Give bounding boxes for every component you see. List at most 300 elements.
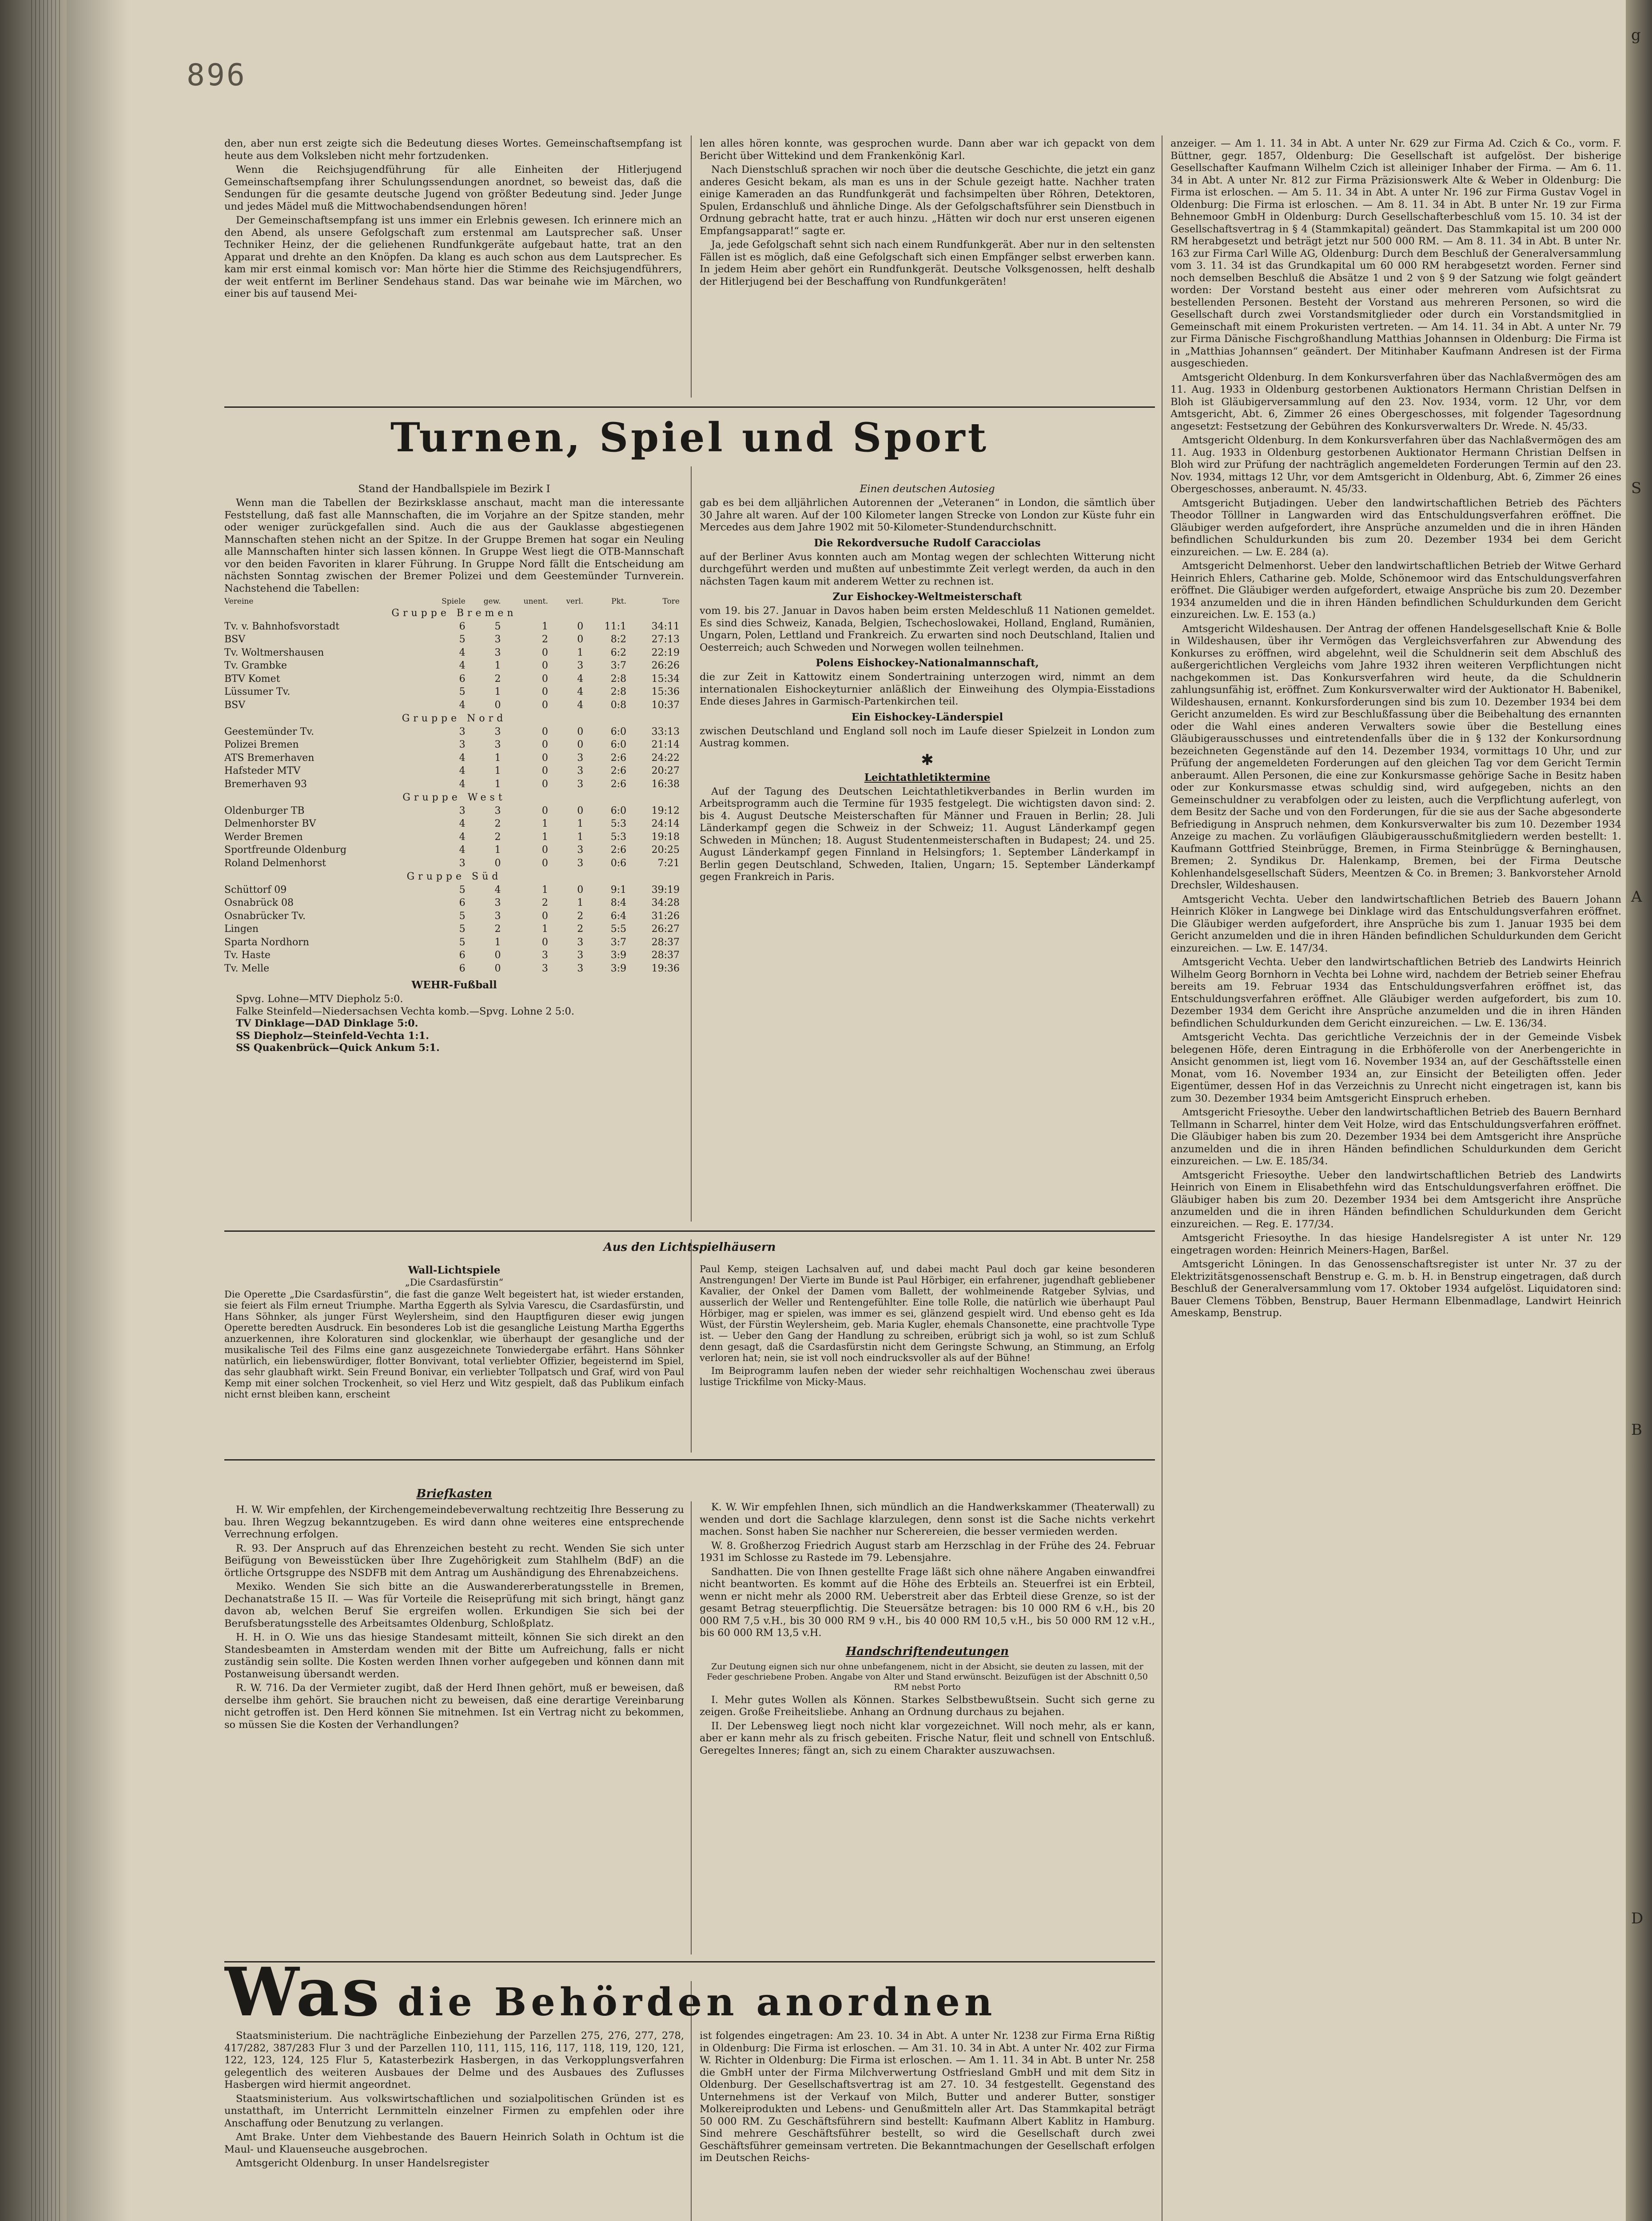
stat-cell: 0 xyxy=(494,950,501,961)
stat-cell: 6 xyxy=(459,673,466,685)
stat-cell: 3 xyxy=(494,910,501,922)
stat-cell: 0 xyxy=(577,726,584,737)
stat-cell: 3 xyxy=(577,778,584,790)
table-row xyxy=(224,738,684,752)
table-row xyxy=(224,620,684,633)
group-heading: Gruppe Nord xyxy=(402,713,507,724)
official-notices-column xyxy=(1170,138,1621,2221)
result-line: TV Dinklage—DAD Dinklage 5:0. xyxy=(236,1018,418,1029)
table-row xyxy=(224,857,684,870)
group-heading-row xyxy=(224,870,684,884)
stat-cell: 4 xyxy=(577,686,584,697)
stat-cell: 4 xyxy=(459,778,466,790)
column-rule xyxy=(691,1981,692,2221)
authorities-left xyxy=(224,2030,684,2221)
stat-cell: 1 xyxy=(494,936,501,948)
stat-cell: 3 xyxy=(459,805,466,816)
stat-cell: 3 xyxy=(494,739,501,750)
stat-cell: 3:9 xyxy=(610,963,627,974)
stat-cell: 0 xyxy=(541,936,548,948)
stat-cell: 5 xyxy=(459,910,466,922)
stat-cell: 0 xyxy=(494,857,501,869)
stat-cell: 2:8 xyxy=(610,686,627,697)
stat-cell: 3 xyxy=(577,660,584,671)
team-name: Sportfreunde Oldenburg xyxy=(224,844,347,856)
team-name: Tv. Woltmershausen xyxy=(224,647,324,658)
stat-cell: 19:18 xyxy=(651,831,680,843)
asterisk-divider: ✱ xyxy=(921,751,934,769)
film-title: Aus den Lichtspielhäusern xyxy=(603,1241,776,1254)
stat-cell: 0 xyxy=(577,634,584,645)
notice: Amtsgericht Vechta. Ueber den landwirtschaftlichen Betrieb des Landwirts Heinrich Wilhelm Georg Bornhorn in Vechta bei Lohne wird, nachdem der Betrieb seiner Ehefrau bereits am 19. Februar 1934 das Entschuldungsverfahren eröffnet ist, das Entschuldungsverfahren eröffnet. Alle Gläubiger werden aufgefordert, bis zum 10. Dezember 1934 dem Gericht ihre Ansprüche anzumelden und die in ihren Händen befindlichen Schuldurkunden dem Gericht einzureichen. — Lw. E. 136/34. xyxy=(1170,956,1621,1029)
stat-cell: 5 xyxy=(459,634,466,645)
table-row xyxy=(224,673,684,686)
header-cell: Pkt. xyxy=(611,597,627,606)
stat-cell: 2:6 xyxy=(610,778,627,790)
team-name: Tv. Haste xyxy=(224,950,271,961)
stat-cell: 22:19 xyxy=(651,647,680,658)
notice: anzeiger. — Am 1. 11. 34 in Abt. A unter Nr. 629 zur Firma Ad. Czich & Co., vorm. F. Büttner, gegr. 1857, Oldenburg: Die Gesellschaft ist aufgelöst. Der bisherige Gesellschafter Kaufmann Wilhelm Czich ist alleiniger Inhaber der Firma. — Am 6. 11. 34 in Abt. A unter Nr. 812 zur Firma Präzisionswerk Alte & Weber in Oldenburg: Die Firma ist erloschen. — Am 5. 11. 34 in Abt. A unter Nr. 196 zur Firma Gustav Vogel in Oldenburg: Die Firma ist erloschen. — Am 8. 11. 34 in Abt. B unter Nr. 19 zur Firma Behnemoor GmbH in Oldenburg: Durch Gesellschafterbeschluß vom 15. 10. 34 ist der Gesellschaftsvertrag in § 4 (Stammkapital) geändert. Das Stammkapital ist um 200 000 RM herabgesetzt und beträgt jetzt nur 500 000 RM. — Am 8. 11. 34 in Abt. B unter Nr. 163 zur Firma Carl Wille AG, Oldenburg: Durch dem Beschluß der Generalversammlung vom 3. 11. 34 ist das Grundkapital um 60 000 RM herabgesetzt worden. Ferner sind noch demselben Beschluß die Absätze 1 und 2 von § 9 der Satzung wie folgt geändert worden: Der Vorstand besteht aus einer oder mehreren vom Aufsichtsrat zu bestellenden Personen. Besteht der Vorstand aus mehreren Personen, so wird die Gesellschaft durch zwei Vorstandsmitglieder oder durch ein Vorstandsmitglied in Gemeinschaft mit einem Prokuristen vertreten. — Am 14. 11. 34 in Abt. A unter Nr. 79 zur Firma Dänische Fischgroßhandlung Matthias Johannsen in Oldenburg: Die Firma ist in „Matthias Johannsen“ geändert. Der Mitinhaber Kaufmann Andresen ist der Firma ausgeschieden. xyxy=(1170,138,1621,369)
group-heading: Gruppe Süd xyxy=(406,871,502,882)
column-rule xyxy=(691,1239,692,1453)
paragraph: den, aber nun erst zeigte sich die Bedeutung dieses Wortes. Gemeinschaftsempfang ist heute aus dem Volksleben nicht mehr fortzudenken. xyxy=(224,138,682,162)
stat-cell: 4 xyxy=(577,673,584,685)
table-row xyxy=(224,896,684,910)
table-row xyxy=(224,817,684,831)
stat-cell: 0 xyxy=(541,647,548,658)
news-text: Auf der Tagung des Deutschen Leichtathletikverbandes in Berlin wurden im Arbeitsprogramm auch die Termine für 1935 festgelegt. Die wichtigsten davon sind: 2. bis 4. August Deutsche Meisterschaften für Männer und Frauen in Berlin; 28. Juli Länderkampf gegen die Schweiz in der Schweiz; 11. August Länderkampf gegen Schweden in München; 18. August Studentenmeisterschaften in Budapest; 24. und 25. August Länderkampf gegen Finnland in Helsingfors; 1. September Länderkampf in Berlin gegen Deutschland, Schweden, Italien, Ungarn; 15. September Länderkampf gegen Frankreich in Paris. xyxy=(700,785,1155,883)
stat-cell: 5:3 xyxy=(610,818,627,829)
standings-table xyxy=(224,597,684,975)
table-row xyxy=(224,659,684,673)
stat-cell: 3 xyxy=(541,963,548,974)
notice: Amt Brake. Unter dem Viehbestande des Bauern Heinrich Solath in Ochtum ist die Maul- und Klauenseuche ausgebrochen. xyxy=(224,2131,684,2155)
page-number: 896 xyxy=(187,58,247,93)
stat-cell: 5 xyxy=(459,686,466,697)
table-row xyxy=(224,633,684,646)
letters-left xyxy=(224,1484,684,1954)
authorities-header xyxy=(224,1963,1155,2017)
table-row xyxy=(224,646,684,660)
team-name: Delmenhorster BV xyxy=(224,818,316,829)
letters-right xyxy=(700,1501,1155,1954)
stat-cell: 1 xyxy=(494,686,501,697)
stat-cell: 2:6 xyxy=(610,765,627,776)
stat-cell: 0 xyxy=(541,752,548,764)
team-name: Hafsteder MTV xyxy=(224,765,301,776)
paragraph: Ja, jede Gefolgschaft sehnt sich nach einem Rundfunkgerät. Aber nur in den seltensten Fällen ist es möglich, daß eine Gefolgschaft sich einen Empfänger selbst erwerben kann. In jedem Heim aber gehört ein Rundfunkgerät. Deutsche Volksgenossen, helft deshalb der Hitlerjugend bei der Beschaffung von Rundfunkgeräten! xyxy=(700,239,1155,287)
paragraph: len alles hören konnte, was gesprochen wurde. Dann aber war ich gepackt von dem Bericht über Wittekind und dem Frankenkönig Karl. xyxy=(700,138,1155,162)
article-radio-right xyxy=(700,138,1155,395)
stat-cell: 9:1 xyxy=(610,884,627,896)
notice: Amtsgericht Friesoythe. Ueber den landwirtschaftlichen Betrieb des Landwirts Heinrich von Einem in Elisabethfehn wird das Entschuldungsverfahren eröffnet. Die Gläubiger haben bis zum 20. Dezember 1934 bei dem Amtsgericht ihre Ansprüche anzumelden und die in ihren Händen befindlichen Schuldurkunden dem Gericht einzureichen. — Reg. E. 177/34. xyxy=(1170,1169,1621,1230)
stat-cell: 28:37 xyxy=(651,950,680,961)
header-cell: gew. xyxy=(483,597,501,606)
header-cell: unent. xyxy=(523,597,548,606)
section-rule xyxy=(224,1961,1155,1962)
news-text: gab es bei dem alljährlichen Autorennen der „Veteranen“ in London, die sämtlich über 30 Jahre alt waren. Auf der 100 Kilometer langen Strecke von London zur Küste fuhr ein Mercedes aus dem Jahre 1902 mit 50-Kilometer-Stundendurchschnitt. xyxy=(700,497,1155,533)
stat-cell: 4 xyxy=(459,752,466,764)
notice: Amtsgericht Butjadingen. Ueber den landwirtschaftlichen Betrieb des Pächters Theodor Tölllner in Langwarden wird das Entschuldungsverfahren eröffnet. Die Gläubiger werden aufgefordert, ihre Ansprüche anzumelden und die in ihren Händen befindlichen Schuldurkunden bis zum 20. Dezember 1934 bei dem Gericht einzureichen. — Lw. E. 284 (a). xyxy=(1170,497,1621,558)
stat-cell: 24:22 xyxy=(651,752,680,764)
stat-cell: 1 xyxy=(494,844,501,856)
sport-title: Turnen, Spiel und Sport xyxy=(390,415,989,461)
stat-cell: 26:27 xyxy=(651,923,680,935)
notice: Amtsgericht Löningen. In das Genossenschaftsregister ist unter Nr. 37 zu der Elektrizitätsgenossenschaft Benstrup e. G. m. b. H. in Benstrup eingetragen, daß durch Beschluß der Generalversammlung vom 17. Oktober 1934 aufgelöst. Liquidatoren sind: Bauer Clemens Többen, Benstrup, Bauer Hermann Elbenmadlage, Landwirt Heinrich Ameskamp, Benstrup. xyxy=(1170,1258,1621,1319)
stat-cell: 2 xyxy=(494,673,501,685)
film-name: „Die Csardasfürstin“ xyxy=(405,1277,504,1288)
group-heading: Gruppe Bremen xyxy=(391,608,517,619)
stat-cell: 26:26 xyxy=(651,660,680,671)
stat-cell: 20:25 xyxy=(651,844,680,856)
supporting-program: Im Beiprogramm laufen neben der wieder sehr reichhaltigen Wochenschau zwei überaus lustige Trickfilme von Micky-Maus. xyxy=(700,1365,1155,1387)
team-name: Osnabrück 08 xyxy=(224,897,294,908)
team-name: Bremerhaven 93 xyxy=(224,778,307,790)
stat-cell: 8:4 xyxy=(610,897,627,908)
stat-cell: 0 xyxy=(541,660,548,671)
stat-cell: 4 xyxy=(459,818,466,829)
handball-heading: Stand der Handballspiele im Bezirk I xyxy=(358,483,550,495)
stat-cell: 3 xyxy=(459,857,466,869)
stat-cell: 1 xyxy=(577,818,584,829)
notice: Staatsministerium. Die nachträgliche Einbeziehung der Parzellen 275, 276, 277, 278, 417/282, 387/283 Flur 3 und der Parzellen 110, 111, 115, 116, 117, 118, 119, 120, 121, 122, 123, 124, 125 Flur 5, Katasterbezirk Hasbergen, in das Verkopplungsverfahren gelegentlich des weiteren Ausbaues der Delme und des Ausbaues des Zuflusses Hasbergen wird hiermit angeordnet. xyxy=(224,2030,684,2090)
stat-cell: 8:2 xyxy=(610,634,627,645)
column-rule xyxy=(691,135,692,398)
stat-cell: 3 xyxy=(577,936,584,948)
gutter-shadow xyxy=(67,0,129,2221)
team-name: BSV xyxy=(224,634,246,645)
notice: Amtsgericht Oldenburg. In dem Konkursverfahren über das Nachlaßvermögen des am 11. Aug. 1933 in Oldenburg gestorbenen Auktionator Hermann Christian Delfsen in Bloh wird zur Prüfung der nachträglich angemeldeten Forderungen Termin auf den 23. Nov. 1934, mittags 12 Uhr, vor dem Amtsgericht in Oldenburg, Abt. 6, Zimmer 26 eines Obergeschosses, anberaumt. N. 45/33. xyxy=(1170,434,1621,495)
film-right xyxy=(700,1264,1155,1450)
authorities-middle xyxy=(700,2030,1155,2221)
stat-cell: 5:5 xyxy=(610,923,627,935)
stat-cell: 6 xyxy=(459,963,466,974)
standings-body xyxy=(224,606,684,975)
stat-cell: 4 xyxy=(459,699,466,711)
paragraph: Wenn die Reichsjugendführung für alle Einheiten der Hitlerjugend Gemeinschaftsempfang ihrer Schulungssendungen anordnet, so beweist das, daß die Sendungen für die gesamte deutsche Jugend von größter Bedeutung sind. Jeder Junge und jedes Mädel muß die Mittwochabendsendungen hören! xyxy=(224,164,682,212)
stat-cell: 1 xyxy=(577,647,584,658)
stat-cell: 0 xyxy=(541,857,548,869)
team-name: BSV xyxy=(224,699,246,711)
stat-cell: 2 xyxy=(541,897,548,908)
stat-cell: 39:19 xyxy=(651,884,680,896)
notice: Amtsgericht Oldenburg. In dem Konkursverfahren über das Nachlaßvermögen des am 11. Aug. 1933 in Oldenburg gestorbenen Auktionators Hermann Christian Delfsen in Bloh ist Gläubigerversammlung auf den 23. Nov. 1934, vorm. 12 Uhr, vor dem Amtsgericht, Abt. 6, Zimmer 26 eines Obergeschosses, mit folgender Tagesordnung angesetzt: Festsetzung der Gebühren des Konkursverwalters Dr. Wrede. N. 45/33. xyxy=(1170,371,1621,432)
stat-cell: 0 xyxy=(494,699,501,711)
stat-cell: 6:0 xyxy=(610,726,627,737)
stat-cell: 0 xyxy=(541,739,548,750)
news-heading: Leichtathletiktermine xyxy=(864,771,991,784)
stat-cell: 28:37 xyxy=(651,936,680,948)
stat-cell: 1 xyxy=(494,778,501,790)
table-row xyxy=(224,778,684,791)
stat-cell: 2 xyxy=(494,818,501,829)
letter-answer: K. W. Wir empfehlen Ihnen, sich mündlich an die Handwerkskammer (Theaterwall) zu wenden und dort die Sachlage klarzulegen, denn sonst ist die Sache nichts verkehrt machen. Sonst haben Sie nachher nur Scherereien, die besser vermieden werden. xyxy=(700,1501,1155,1537)
stat-cell: 3 xyxy=(577,950,584,961)
stat-cell: 19:36 xyxy=(651,963,680,974)
team-name: BTV Komet xyxy=(224,673,280,685)
notice: Amtsgericht Friesoythe. Ueber den landwirtschaftlichen Betrieb des Bauern Bernhard Tellmann in Scharrel, hinter dem Veit Holze, wird das Entschuldungsverfahren eröffnet. Die Gläubiger haben bis zum 20. Dezember 1934 bei dem Amtsgericht ihre Ansprüche anzumelden und die in ihren Händen befindlichen Schuldurkunden dem Gericht einzureichen. — Lw. E. 185/34. xyxy=(1170,1107,1621,1167)
page-edges xyxy=(31,0,62,2221)
result-line: Spvg. Lohne—MTV Diepholz 5:0. xyxy=(236,993,403,1005)
stat-cell: 7:21 xyxy=(657,857,680,869)
team-name: Tv. Grambke xyxy=(224,660,287,671)
stat-cell: 4 xyxy=(459,831,466,843)
table-row xyxy=(224,804,684,818)
table-row xyxy=(224,936,684,949)
stat-cell: 4 xyxy=(459,647,466,658)
edge-letter: A xyxy=(1631,888,1642,906)
handball-intro: Wenn man die Tabellen der Bezirksklasse anschaut, macht man die interessante Feststellung, daß fast alle Mannschaften, die im Vorjahre an der Spitze standen, mehr oder weniger zurückgefallen sind. Auch die aus der Gauklasse abgestiegenen Mannschaften stehen nicht an der Spitze. In der Gruppe Bremen hat sogar ein Neuling alle Mannschaften hinter sich lassen können. In Gruppe West liegt die OTB-Mannschaft vor den beiden Favoriten in klarer Führung. In Gruppe Nord fällt die Entscheidung am nächsten Sonntag zwischen der Bremer Polizei und dem Geestemünder Turnverein. Nachstehend die Tabellen: xyxy=(224,497,684,594)
table-row xyxy=(224,884,684,897)
stat-cell: 6:4 xyxy=(610,910,627,922)
news-heading: Einen deutschen Autosieg xyxy=(860,483,995,495)
stat-cell: 6 xyxy=(459,950,466,961)
stat-cell: 4 xyxy=(494,884,501,896)
stat-cell: 27:13 xyxy=(651,634,680,645)
stat-cell: 0 xyxy=(541,686,548,697)
table-row xyxy=(224,764,684,778)
team-name: Osnabrücker Tv. xyxy=(224,910,306,922)
stat-cell: 3:7 xyxy=(610,660,627,671)
wehr-heading: WEHR-Fußball xyxy=(411,979,497,991)
stat-cell: 4 xyxy=(577,699,584,711)
news-text: zwischen Deutschland und England soll noch im Laufe dieser Spielzeit in London zum Austrag kommen. xyxy=(700,725,1155,749)
next-page-edge xyxy=(1626,0,1652,2221)
result-line: Falke Steinfeld—Niedersachsen Vechta komb.—Spvg. Lohne 2 5:0. xyxy=(236,1005,575,1017)
news-text: auf der Berliner Avus konnten auch am Montag wegen der schlechten Witterung nicht durchgeführt werden und mußten auf unbestimmte Zeit verlegt werden, da auch in den nächsten Tagen kaum mit anderem Wetter zu rechnen ist. xyxy=(700,551,1155,587)
handwriting-note: Zur Deutung eignen sich nur ohne unbefangenem, nicht in der Absicht, sie deuten zu lassen, mit der Feder geschriebene Proben. Angabe von Alter und Stand erwünscht. Beizufügen ist der Abschnitt 0,50 RM nebst Porto xyxy=(707,1661,1148,1692)
stat-cell: 3 xyxy=(577,752,584,764)
table-row xyxy=(224,725,684,739)
notice: Amtsgericht Friesoythe. In das hiesige Handelsregister A ist unter Nr. 129 eingetragen worden: Heinrich Meiners-Hagen, Barßel. xyxy=(1170,1232,1621,1256)
column-rule xyxy=(691,1501,692,1954)
letter-answer: Sandhatten. Die von Ihnen gestellte Frage läßt sich ohne nähere Angaben einwandfrei nicht beantworten. Es kommt auf die Höhe des Erbteils an. Steuerfrei ist ein Erbteil, wenn er nicht mehr als 2000 RM. Ueberstreit aber das Erbteil diese Grenze, so ist der gesamt Betrag steuerpflichtig. Die Steuersätze betragen: bis 10 000 RM 6 v.H., bis 20 000 RM 7,5 v.H., bis 30 000 RM 9 v.H., bis 40 000 RM 10,5 v.H., bis 50 000 RM 12 v.H., bis 60 000 RM 13,5 v.H. xyxy=(700,1566,1155,1639)
stat-cell: 0 xyxy=(577,739,584,750)
team-name: Roland Delmenhorst xyxy=(224,857,326,869)
stat-cell: 0:6 xyxy=(610,857,627,869)
article-radio-left xyxy=(224,138,682,395)
stat-cell: 24:14 xyxy=(651,818,680,829)
stat-cell: 6:2 xyxy=(610,647,627,658)
stat-cell: 6:0 xyxy=(610,805,627,816)
stat-cell: 2 xyxy=(494,923,501,935)
stat-cell: 1 xyxy=(577,831,584,843)
section-rule xyxy=(224,1230,1155,1232)
stat-cell: 2 xyxy=(541,634,548,645)
team-name: Oldenburger TB xyxy=(224,805,305,816)
team-name: Lingen xyxy=(224,923,259,935)
stat-cell: 0 xyxy=(541,805,548,816)
stat-cell: 3 xyxy=(577,963,584,974)
group-heading: Gruppe West xyxy=(402,792,506,803)
table-row xyxy=(224,923,684,936)
stat-cell: 0 xyxy=(541,765,548,776)
letter-answer: R. W. 716. Da der Vermieter zugibt, daß der Herd Ihnen gehört, muß er beweisen, daß derselbe ihm gehört. Sie brauchen nicht zu beweisen, daß eine derartige Vereinbarung nicht getroffen ist. Den Herd können Sie mitnehmen. Ist ein Vertrag nicht zu bekommen, so müssen Sie die Kosten der Verhandlungen? xyxy=(224,1682,684,1731)
stat-cell: 1 xyxy=(494,660,501,671)
stat-cell: 1 xyxy=(541,818,548,829)
stat-cell: 3 xyxy=(494,647,501,658)
stat-cell: 34:28 xyxy=(651,897,680,908)
stat-cell: 1 xyxy=(494,752,501,764)
news-heading: Polens Eishockey-Nationalmannschaft, xyxy=(816,657,1039,669)
stat-cell: 1 xyxy=(541,923,548,935)
stat-cell: 3 xyxy=(577,857,584,869)
letter-answer: R. 93. Der Anspruch auf das Ehrenzeichen besteht zu recht. Wenden Sie sich unter Beifügung von Beweisstücken über Ihre Zugehörigkeit zum Stahlhelm (BdF) an die örtliche Ortsgruppe des NSDFB mit dem Antrag um Aushändigung des Ehrenabzeichens. xyxy=(224,1542,684,1579)
stat-cell: 3:9 xyxy=(610,950,627,961)
table-row xyxy=(224,831,684,844)
result-line: SS Quakenbrück—Quick Ankum 5:1. xyxy=(236,1042,440,1054)
handball-article xyxy=(224,480,684,1226)
table-row xyxy=(224,962,684,975)
header-cell: verl. xyxy=(566,597,584,606)
header-cell: Tore xyxy=(662,597,680,606)
sport-news xyxy=(700,480,1155,1226)
stat-cell: 4 xyxy=(459,660,466,671)
stat-cell: 3 xyxy=(577,844,584,856)
stat-cell: 6 xyxy=(459,621,466,632)
stat-cell: 3 xyxy=(494,897,501,908)
section-rule xyxy=(224,1459,1155,1461)
team-name: Werder Bremen xyxy=(224,831,303,843)
stat-cell: 6 xyxy=(459,897,466,908)
film-left xyxy=(224,1264,684,1450)
letter-answer: H. W. Wir empfehlen, der Kirchengemeindebeverwaltung rechtzeitig Ihre Besserung zu bau. Ihren Wegzug bekanntzugeben. Es wird dann ohne weiteres eine entsprechende Verrechnung erfolgen. xyxy=(224,1504,684,1540)
stat-cell: 1 xyxy=(541,621,548,632)
notice: Amtsgericht Oldenburg. In unser Handelsregister xyxy=(236,2157,489,2169)
stat-cell: 0 xyxy=(494,963,501,974)
result-line: SS Diepholz—Steinfeld-Vechta 1:1. xyxy=(236,1030,429,1042)
stat-cell: 4 xyxy=(459,765,466,776)
handwriting-answer: II. Der Lebensweg liegt noch nicht klar vorgezeichnet. Will noch mehr, als er kann, aber er kann mehr als zu frisch gebeiten. Frische Natur, fleit und schnell von Entschluß. Geregeltes Inneres; fängt an, sich zu einem Charakter auszuwachsen. xyxy=(700,1720,1155,1756)
stat-cell: 19:12 xyxy=(651,805,680,816)
stat-cell: 0 xyxy=(541,699,548,711)
stat-cell: 15:36 xyxy=(651,686,680,697)
stat-cell: 2:6 xyxy=(610,844,627,856)
stat-cell: 34:11 xyxy=(651,621,680,632)
group-heading-row xyxy=(224,791,684,804)
authorities-title-big: Was xyxy=(224,1963,382,2017)
stat-cell: 2:6 xyxy=(610,752,627,764)
letters-title: Briefkasten xyxy=(416,1487,492,1501)
notice: ist folgendes eingetragen: Am 23. 10. 34 in Abt. A unter Nr. 1238 zur Firma Erna Rißtig in Oldenburg: Die Firma ist erloschen. — Am 31. 10. 34 in Abt. A unter Nr. 402 zur Firma W. Richter in Oldenburg: Die Firma ist erloschen. — Am 1. 11. 34 in Abt. B unter Nr. 258 die GmbH unter der Firma Milchverwertung Ostfriesland GmbH und mit dem Sitz in Oldenburg. Der Gesellschaftsvertrag ist am 27. 10. 34 festgestellt. Gegenstand des Unternehmens ist der Verkauf von Milch, Butter und anderer Butter, sonstiger Molkereiprodukten und Lebens- und Genußmitteln aller Art. Das Stammkapital beträgt 50 000 RM. Zu Geschäftsführern sind bestellt: Kaufmann Albert Kablitz in Hamburg. Sind mehrere Geschäftsführer bestellt, so wird die Gesellschaft durch zwei Geschäftsführer gemeinsam vertreten. Die Bekanntmachungen der Gesellschaft erfolgen im Deutschen Reichs- xyxy=(700,2030,1155,2164)
stat-cell: 2:8 xyxy=(610,673,627,685)
team-name: Polizei Bremen xyxy=(224,739,299,750)
news-text: vom 19. bis 27. Januar in Davos haben beim ersten Meldeschluß 11 Nationen gemeldet. Es sind dies Schweiz, Kanada, Belgien, Tschechoslowakei, Holland, England, Rumänien, Ungarn, Polen, Lettland und Frankreich. Zu erwarten sind noch Deutschland, Italien und Oesterreich; auch Schweden und Norwegen wollen teilnehmen. xyxy=(700,605,1155,653)
stat-cell: 4 xyxy=(459,844,466,856)
stat-cell: 0 xyxy=(541,726,548,737)
stat-cell: 11:1 xyxy=(604,621,627,632)
review-text: Die Operette „Die Csardasfürstin“, die fast die ganze Welt begeistert hat, ist wieder erstanden, sie feiert als Film erneut Triumphe. Martha Eggerth als Sylvia Varescu, die Csardasfürstin, und Hans Söhnker, als junger Fürst Weylersheim, sind den Hauptfiguren dieser ewig jungen Operette beredten Ausdruck. Ein besonderes Lob ist die gesangliche Leistung Martha Eggerths anzuerkennen, ihre Koloraturen sind glockenklar, wie überhaupt der gesangliche und der musikalische Teil des Films eine ganz ausgezeichnete Tonwiedergabe erfährt. Hans Söhnker natürlich, ein liebenswürdiger, flotter Bonvivant, total verliebter Offizier, begeisternd im Spiel, das sehr glaubhaft wirkt. Sein Freund Bonivar, ein verliebter Tollpatsch und Graf, wird von Paul Kemp mit einer solchen Trockenheit, so viel Herz und Witz gespielt, daß das Publikum einfach nicht ernst bleiben kann, erscheint xyxy=(224,1289,684,1400)
stat-cell: 3 xyxy=(494,726,501,737)
notice: Amtsgericht Vechta. Ueber den landwirtschaftlichen Betrieb des Bauern Johann Heinrich Klöker in Langwege bei Dinklage wird das Entschuldungsverfahren eröffnet. Die Gläubiger werden aufgefordert, ihre Ansprüche bis zum 1. Januar 1935 bei dem Gericht anzumelden und die in ihren Händen befindlichen Schuldurkunden dem Gericht einzureichen. — Lw. E. 147/34. xyxy=(1170,893,1621,954)
paragraph: Nach Dienstschluß sprachen wir noch über die deutsche Geschichte, die jetzt ein ganz anderes Gesicht bekam, als man es uns in der Schule gezeigt hatte. Nachher traten einige Kameraden an das Rundfunkgerät und fachsimpelten über Röhren, Detektoren, Spulen, Erdanschluß und ähnliche Dinge. Als der Gefolgschaftsführer sein Dienstbuch in Ordnung gebracht hatte, trat er auch hinzu. „Hätten wir doch nur erst unseren eigenen Empfangsapparat!“ sagte er. xyxy=(700,164,1155,237)
stat-cell: 5 xyxy=(459,936,466,948)
header-cell: Vereine xyxy=(224,597,254,606)
stat-cell: 5:3 xyxy=(610,831,627,843)
news-heading: Ein Eishockey-Länderspiel xyxy=(851,711,1003,723)
section-rule xyxy=(224,406,1155,408)
notice: Amtsgericht Delmenhorst. Ueber den landwirtschaftlichen Betrieb der Witwe Gerhard Heinrich Ehlers, Catharine geb. Molde, Schönemoor wird das Entschuldungsverfahren eröffnet. Die Gläubiger werden aufgefordert, etwaige Ansprüche bis zum 20. Dezember 1934 anzumelden und die in ihren Händen befindlichen Schuldurkunden dem Gericht einzureichen. Lw. E. 153 (a.) xyxy=(1170,560,1621,621)
stat-cell: 2 xyxy=(577,923,584,935)
stat-cell: 0 xyxy=(541,910,548,922)
edge-letter: S xyxy=(1631,479,1642,497)
edge-letter: B xyxy=(1631,1421,1642,1439)
notice: Amtsgericht Vechta. Das gerichtliche Verzeichnis der in der Gemeinde Visbek belegenen Höfe, deren Eintragung in die Erbhöferolle von der Anerbengerichte in Ansicht genommen ist, liegt vom 16. November 1934 an, auf der Geschäftsstelle einen Monat, vom 16. November 1934 an, zur Einsicht der Beteiligten offen. Jeder Eigentümer, dessen Hof in das Verzeichnis zu Unrecht nicht eingetragen ist, kann bis zum 30. Dezember 1934 beim Amtsgericht Einspruch erheben. xyxy=(1170,1031,1621,1104)
handwriting-answer: I. Mehr gutes Wollen als Können. Starkes Selbstbewußtsein. Sucht sich gerne zu zeigen. Große Freiheitsliebe. Anhang an Ordnung durchaus zu bejahen. xyxy=(700,1694,1155,1718)
stat-cell: 1 xyxy=(541,884,548,896)
stat-cell: 5 xyxy=(494,621,501,632)
stat-cell: 1 xyxy=(577,897,584,908)
stat-cell: 6:0 xyxy=(610,739,627,750)
team-name: Sparta Nordhorn xyxy=(224,936,309,948)
stat-cell: 15:34 xyxy=(651,673,680,685)
news-text: die zur Zeit in Kattowitz einem Sondertraining unterzogen wird, nimmt an dem internationalen Eishockeyturnier anläßlich der Einweihung des Olympia-Eisstadions Ende dieses Jahres in Garmisch-Partenkirchen teil. xyxy=(700,671,1155,707)
stat-cell: 0 xyxy=(577,884,584,896)
stat-cell: 0 xyxy=(541,673,548,685)
stat-cell: 5 xyxy=(459,923,466,935)
group-heading-row xyxy=(224,712,684,725)
header-cell: Spiele xyxy=(442,597,466,606)
stat-cell: 33:13 xyxy=(651,726,680,737)
stat-cell: 10:37 xyxy=(651,699,680,711)
stat-cell: 3 xyxy=(541,950,548,961)
table-row xyxy=(224,910,684,923)
stat-cell: 1 xyxy=(541,831,548,843)
notice: Staatsministerium. Aus volkswirtschaftlichen und sozialpolitischen Gründen ist es unstatthaft, im Unterricht Lernmitteln einzelner Firmen zu empfehlen oder ihre Anschaffung oder Benutzung zu verlangen. xyxy=(224,2093,684,2129)
stat-cell: 2 xyxy=(494,831,501,843)
table-row xyxy=(224,699,684,712)
table-header-row xyxy=(224,597,684,606)
team-name: ATS Bremerhaven xyxy=(224,752,314,764)
news-heading: Die Rekordversuche Rudolf Caracciolas xyxy=(814,537,1041,549)
stat-cell: 21:14 xyxy=(651,739,680,750)
stat-cell: 3 xyxy=(494,634,501,645)
stat-cell: 5 xyxy=(459,884,466,896)
team-name: Lüssumer Tv. xyxy=(224,686,291,697)
stat-cell: 0 xyxy=(577,621,584,632)
paragraph: Der Gemeinschaftsempfang ist uns immer ein Erlebnis gewesen. Ich erinnere mich an den Abend, als unsere Gefolgschaft zum erstenmal am Lautsprecher saß. Unser Techniker Heinz, der die geliehenen Rundfunkgeräte aufgebaut hatte, trat an den Apparat und drehte an den Knöpfen. Da klang es auch schon aus dem Lautsprecher. Es kam mir erst einmal komisch vor: Man hörte hier die Stimme des Reichsjugendführers, der weit entfernt im Berliner Sendehaus stand. Das war beinahe wie im Märchen, wo einer bis auf tausend Mei- xyxy=(224,215,682,299)
authorities-title: die Behörden anordnen xyxy=(398,1980,997,2017)
film-header xyxy=(224,1237,1155,1259)
team-name: Geestemünder Tv. xyxy=(224,726,314,737)
team-name: Tv. v. Bahnhofsvorstadt xyxy=(224,621,340,632)
team-name: Tv. Melle xyxy=(224,963,270,974)
stat-cell: 3:7 xyxy=(610,936,627,948)
notice: Amtsgericht Wildeshausen. Der Antrag der offenen Handelsgesellschaft Knie & Bolle in Wildeshausen, über ihr Vermögen das Vergleichsverfahren zur Abwendung des Konkurses zu eröffnen, wird abgelehnt, weil die Schuldnerin seit dem Abschluß des außergerichtlichen Vergleichs vom Jahre 1932 ihren weiteren Verpflichtungen nicht nachgekommen ist. Das Konkursverfahren wird heute, da die Schuldnerin zahlungsunfähig ist, eröffnet. Zum Konkursverwalter wird der Auktionator H. Babenikel, Wildeshausen, ernannt. Konkursforderungen sind bis zum 10. Dezember 1934 bei dem Gericht anzumelden. Es wird zur Beschlußfassung über die Beibehaltung des ernannten oder die Wahl eines anderen Verwalters sowie über die Bestellung eines Gläubigerausschusses und eintretendenfalls über die in § 132 der Konkursordnung bezeichneten Gegenstände auf den 14. Dezember 1934, vormittags 10 Uhr, und zur Prüfung der angemeldeten Forderungen auf den gleichen Tag vor dem Gericht Termin anberaumt. Allen Personen, die eine zur Konkursmasse gehörige Sache in Besitz haben oder zur Konkursmasse etwas schuldig sind, wird aufgegeben, nichts an den Gemeinschuldner zu verabfolgen oder zu leisten, auch die Verpflichtung auferlegt, von dem Besitz der Sache und von den Forderungen, für die sie aus der Sache abgesonderte Befriedigung in Anspruch nehmen, dem Konkursverwalter bis zum 10. Dezember 1934 Anzeige zu machen. Zu vorläufigen Gläubigerausschußmitgliedern werden bestellt: 1. Kaufmann Gottfried Steinbrügge, Bremen, in Firma Steinbrügge & Berninghausen, Bremen; 2. Syndikus Dr. Halenkamp, Bremen, bei der Firma Deutsche Kohlenhandelsgesellschaft Süders, Meentzen & Co. in Bremen; 3. Bankvorsteher Arnold Drechsler, Wildeshausen. xyxy=(1170,623,1621,891)
review-text: Paul Kemp, steigen Lachsalven auf, und dabei macht Paul doch gar keine besonderen Anstrengungen! Der Vierte im Bunde ist Paul Hörbiger, ein erfahrener, jugendhaft gebliebener Kavalier, der Onkel der Damen vom Ballett, der wohlmeinende Ratgeber Sylvias, und ausserlich der Weller und Rentengefühlter. Eine tolle Rolle, die natürlich wie überhaupt Paul Hörbiger, mag er spielen, was immer es sei, glänzend gespielt wird. Und ebenso geht es Ida Wüst, der Fürstin Weylersheim, geb. Maria Kugler, ehemals Chansonette, eine prachtvolle Type ist. — Ueber den Gang der Handlung zu schreiben, erübrigt sich ja wohl, so ist zum Schluß denn gesagt, daß die Csardasfürstin nicht dem Geringste Schwung, an Stimmung, an Erfolg verloren hat; nein, sie ist voll noch eindrucksvoller als auf der Bühne! xyxy=(700,1264,1155,1363)
edge-letter: g xyxy=(1631,26,1641,44)
edge-letter: D xyxy=(1631,1910,1644,1927)
stat-cell: 3 xyxy=(459,726,466,737)
letter-answer: H. H. in O. Wie uns das hiesige Standesamt mitteilt, können Sie sich direkt an den Standesbeamten in Amsterdam wenden mit der Bitte um Aufreichung, falls er nicht zuständig sein sollte. Die Kosten werden Ihnen vorher aufgegeben und können dann mit Postanweisung übersandt werden. xyxy=(224,1632,684,1680)
stat-cell: 0 xyxy=(577,805,584,816)
stat-cell: 3 xyxy=(459,739,466,750)
stat-cell: 16:38 xyxy=(651,778,680,790)
handwriting-title: Handschriftendeutungen xyxy=(845,1644,1009,1658)
stat-cell: 0:8 xyxy=(610,699,627,711)
cinema-name: Wall-Lichtspiele xyxy=(408,1264,501,1276)
table-row xyxy=(224,844,684,857)
table-row xyxy=(224,752,684,765)
stat-cell: 0 xyxy=(541,778,548,790)
news-heading: Zur Eishockey-Weltmeisterschaft xyxy=(832,591,1022,603)
stat-cell: 20:27 xyxy=(651,765,680,776)
stat-cell: 3 xyxy=(577,765,584,776)
letter-answer: W. 8. Großherzog Friedrich August starb am Herzschlag in der Frühe des 24. Februar 1931 im Schlosse zu Rastede im 79. Lebensjahre. xyxy=(700,1540,1155,1564)
stat-cell: 1 xyxy=(494,765,501,776)
group-heading-row xyxy=(224,606,684,620)
team-name: Schüttorf 09 xyxy=(224,884,287,896)
